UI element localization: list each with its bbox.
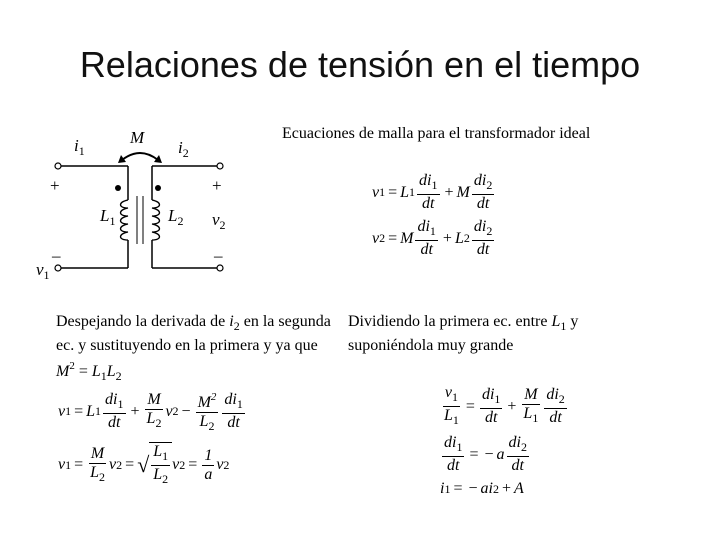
current-i1-label: $i_1$ [74, 136, 85, 158]
right-explanation: Dividiendo la primera ec. entre $L_1$ y suponiéndola muy grande [348, 313, 579, 354]
mesh-equation-2: v 2 = M $\frac{di_1}{dt}$ + L 2 $\frac{di_2}{dt}$ [372, 218, 493, 258]
current-i2-label: $i_2$ [178, 138, 189, 160]
terminal-top-right [217, 163, 223, 169]
derived-equation-2: v 1 = $\frac{M}{L_2}$ v 2 = √ $\frac{L_1}{L_2}$ v 2 = $\frac{1}{a}$ v 2 [58, 443, 230, 486]
minus-right: – [214, 246, 223, 265]
mesh-equations-heading: Ecuaciones de malla para el transformador ideal [282, 125, 591, 142]
plus-left: + [50, 176, 60, 195]
mutual-m-label: M [130, 128, 145, 147]
mesh-equation-1: v 1 = L 1 $\frac{di_1}{dt}$ + M $\frac{di_2}{dt}$ [372, 172, 493, 212]
page-title: Relaciones de tensión en el tiempo [79, 44, 641, 85]
plus-right: + [212, 176, 222, 195]
inductor-l2-label: $L_2$ [168, 206, 184, 228]
left-explanation: Despejando la derivada de $i_2$ en la segunda ec. y sustituyendo en la primera y ya que $M^2 = L_1L_2$ [56, 313, 331, 383]
right-equation-2: $\frac{di_1}{dt}$ = − a $\frac{di_2}{dt}$ [444, 434, 527, 474]
mutual-arrow [122, 153, 158, 160]
terminal-top-left [55, 163, 61, 169]
polarity-dot-left [115, 185, 121, 191]
inductor-l1-label: $L_1$ [100, 206, 116, 228]
right-equation-3: i 1 = − a i 2 + A [440, 480, 524, 497]
voltage-v1-label: $v_1$ [36, 260, 50, 282]
polarity-dot-right [155, 185, 161, 191]
right-equation-1: $\frac{v_1}{L_1}$ = $\frac{di_1}{dt}$ + $\frac{M}{L_1}$ $\frac{di_2}{dt}$ [444, 384, 565, 427]
minus-left: – [52, 246, 61, 265]
coil-l1 [121, 200, 129, 240]
derived-equation-1: v 1 = L 1 $\frac{di_1}{dt}$ + $\frac{M}{L_2}$ v 2 − $\frac{M^2}{L_2}$ $\frac{di_1}{dt}$ [58, 388, 247, 435]
coil-l2 [152, 200, 160, 240]
voltage-v2-label: $v_2$ [212, 210, 226, 232]
